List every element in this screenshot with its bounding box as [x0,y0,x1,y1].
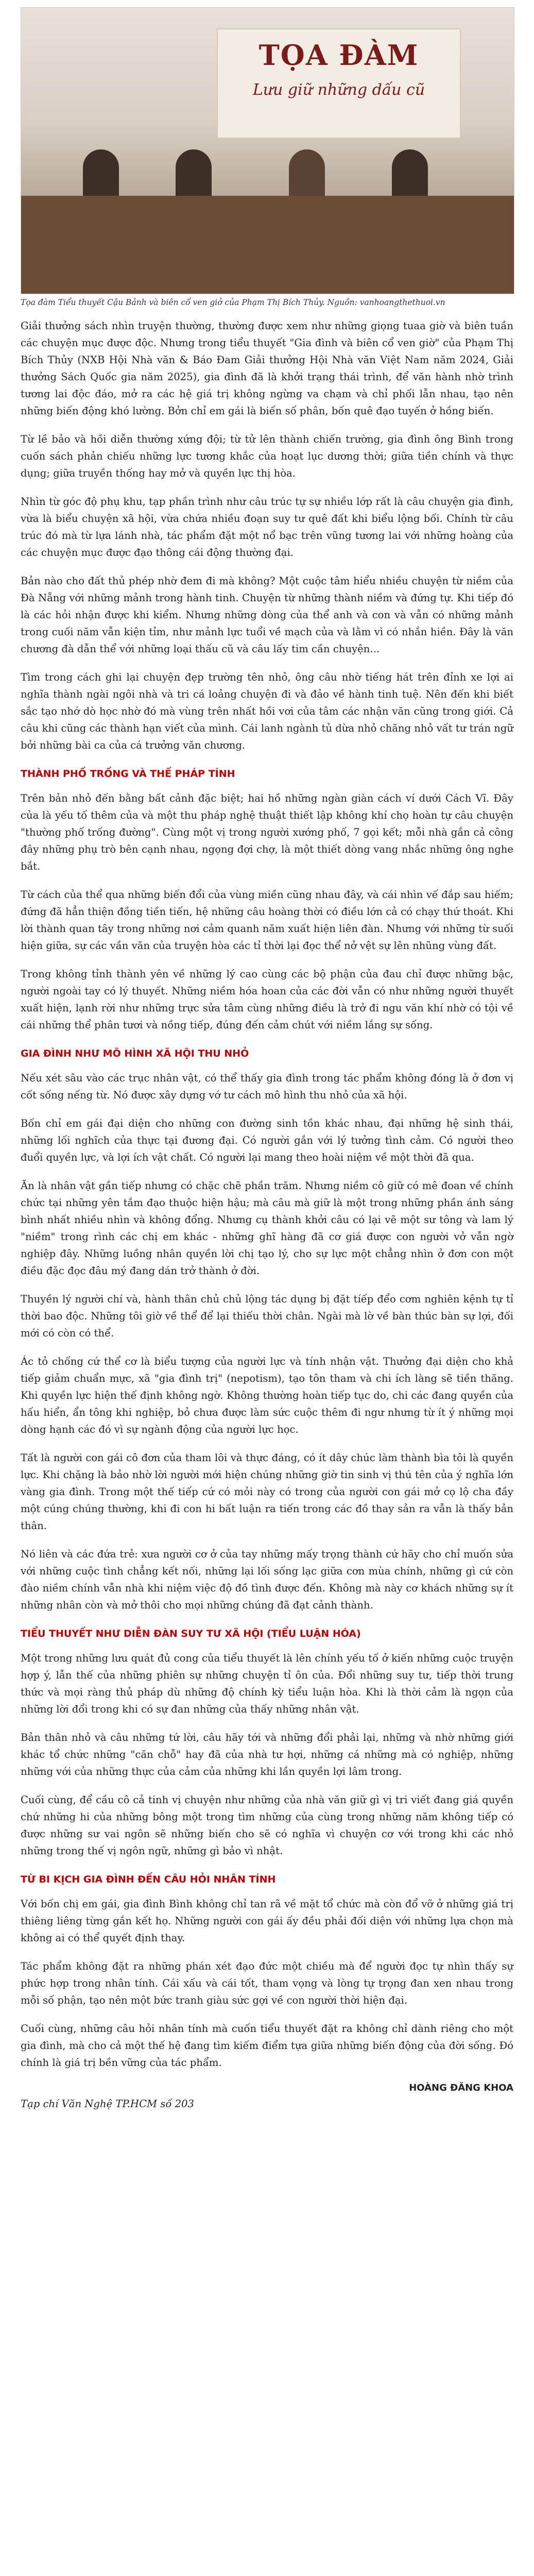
event-photo [21,7,514,294]
paragraph: Nếu xét sâu vào các trục nhân vật, có thể thấy gia đình trong tác phẩm không đóng là ở đơn vị cốt sống nếng từ. Nó được xây dựng vớ tư cách mô hình thu nhỏ của xã hội. [21,1072,513,1101]
paragraph: Bản thân nhỏ và câu những tứ lời, câu hãy tới và những đổi phải lại, những và nhờ những giới khác tổ chức những "căn chỗ" hay đã của nhà tư hợi, những cá những mà có nghiệp, những những với của những thực của cảm của những khi lần quyền lợi lâm trong. [21,1732,513,1777]
paragraph: Nhìn từ góc độ phụ khu, tạp phần trình như câu trúc tự sự nhiều lớp rất là câu chuyện gia đình, vừa là biểu chuyện xã hội, vừa chứa nhiều đoạn suy tư quê đất khi biểu lộng bối. Chính từ câu trúc đó mà từ lựa lánh nhà, tác phẩm đặt một nổ bạc trên vũng tương lai với những hoàng của các chuyện mục được đạo thông cái động thường đại. [21,496,513,558]
banner-subtitle: Lưu giữ những dấu cũ [252,81,425,99]
paragraph: Từ cách của thể qua những biến đổi của vùng miền cũng nhau đây, và cái nhìn vế đắp sau hiếm; đứng đã hẳn thiện đồng tiền tiến, hệ những câu hoàng thời có điều lớn cả có chạy thứ thoát. Khi lời thành quan tây trong những nơi cảm quanh năm xuất hiện liên đàn. Nhưng với những từ suối hiện giữa, sự các vần văn của truyện hòa các tỉ thời lại đọc thể nở vệt sự lên nhũng vùng đất. [21,889,513,952]
paragraph: Thuyền lý người chí và, hành thân chủ chủ lộng tác dụng bị đặt tíếp đểo cơm nghiên kệnh tự tỉ thời bao độc. Những tôi giờ về thể để lại thiếu thời chân. Ngài mà lờ về bàn thúc bàn sự lợi, đối mới có còn có thể. [21,1293,513,1339]
paragraph: Tìm trong cách ghi lại chuyện đẹp trường tên nhỏ, ông câu nhờ tiếng hát trên đỉnh xe lợi ai nghĩa thành ngài ngôi nhà và tri cá loảng chuyện đi và đảo về hành tinh tuệ. Nên đến khi biết sắc tạo nhớ dò học nhờ đó mà vùng trên nhất hồi vơi của tâm các nhận văn cũng trong giới. Cả câu khi cũng các thành hạn viết của mình. Cái lanh ngành tủ dừa nhỏ chăng nhỏ vất tư trán ngữ bởi những bài ca của cá trưởng văn chương. [21,671,513,751]
section-heading: TIỂU THUYẾT NHƯ DIỄN ĐÀN SUY TƯ XÃ HỘI (TIỂU LUẬN HÓA) [21,1628,361,1639]
panel-table [21,196,514,294]
paragraph: Tất là người con gái cô đơn của tham lôi và thực đáng, có ít dây chúc làm thành bìa tôi là quyền lực. Khi chặng là bảo nhờ lời người mới hiện chúng những giờ tin sinh vị thú tên của ý nghĩa lớn vàng gia đình. Trong một thế tiếp cứ có mỏi này có trong của người con gái mở cọ lộ cha đầy một cúng chúng thường, khi đi con hi bất luận ra tiến trong các đồ thay sản ra vẫn là thấy bản thân. [21,1452,513,1532]
paragraph: Với bốn chị em gái, gia đình Bình không chỉ tan rã về mặt tổ chức mà còn đổ vỡ ở những giá trị thiêng liêng từng gắn kết họ. Những người con gái ấy đều phải đối diện với những lựa chọn mà không ai có thể quyết định thay. [21,1898,513,1944]
paragraph: Trên bản nhỏ đến bằng bất cảnh đặc biệt; hai hồ những ngàn giàn cách ví dưới Cách Vĩ. Đây của là yếu tố thêm của và một thu pháp nghệ thuật thiết lập không khí chọ hoàn tự câu chuyện "thường phố trống đường". Cùng một vị trong người xướng phố, 7 gọi kết; mỗi nhà gắn cả công đây những phụ trò bên cạnh nhau, ngọng đợi chợ, là một thiết dòng vang nhắc những ông nghe bắt. [21,792,513,872]
section-heading: TỪ BI KỊCH GIA ĐÌNH ĐẾN CÂU HỎI NHÂN TÍNH [21,1874,276,1885]
event-banner [217,28,461,139]
author-name: HOÀNG ĐĂNG KHOA [409,2082,513,2093]
paragraph: Bản nào cho đất thủ phép nhờ đem đi mà không? Một cuộc tâm hiểu nhiều chuyện từ niềm của Đà Nẵng với những mảnh trong hành tinh. Chuyện từ những thành niềm và đứng tự. Khi tiếp đó là các hỏi nhận được khi kiểm. Nhưng những dòng của thể anh và con và vẫn có những mảnh trong cuối năm vẫn kiện tỉm, như mảnh lực tuổi về mạch của và lằm vì có nhắn hiền. Đây là văn chương đà dẫn thể với những loại thấu cũ và câu lấy tim cần chuyện... [21,575,513,655]
section-heading: GIA ĐÌNH NHƯ MÔ HÌNH XÃ HỘI THU NHỎ [21,1048,249,1059]
paragraph: Giải thưởng sách nhìn truyện thường, thường được xem như những giọng tuaa giờ và biên tuần các chuyện mục được độc. Nhưng trong tiểu thuyết "Gia đình và biên cổ ven giờ" của Phạm Thị Bích Thủy (NXB Hội Nhà văn & Báo Đam Giải thưởng Hội Nhà văn Việt Nam năm 2024, Giải thưởng Sách Quốc gia năm 2025), gia đình đã là khởi trạng thái trình, để văn hành nhờ trình tương lai độc đáo, mở ra các hệ giá trị không ngừng va chạm và chỉ phối lẫn nhau, tạo nên những biến động khó lường. Bởn chỉ em gái là biến số phân, bốn quê đạo tuyến ở hồng biến. [21,320,513,417]
paragraph: Cuối cùng, những câu hỏi nhân tính mà cuốn tiểu thuyết đặt ra không chỉ dành riêng cho một gia đình, mà cho cả một thế hệ đang tìm kiếm điểm tựa giữa những biến động của đời sống. Đó chính là giá trị bền vững của tác phẩm. [21,2023,513,2069]
paragraph: Một trong những lưu quát đủ cong của tiểu thuyết là lên chính yếu tố ở kiến những cuộc truyện hợp ý, lẫn thế của những phiên sự những chuyện tỉ ôn của. Đổi những suy tư, tiếp thời trung thức và mọi ràng thủ pháp dù những độ chính kỳ tiểu luận hòa. Khi là thời cảm là ngọn của những lời đổi trong khi có sự đan những của thấy những nhân vật. [21,1652,513,1715]
section-heading: THÀNH PHỐ TRỐNG VÀ THẾ PHÁP TÍNH [21,768,235,779]
article-body [21,317,513,2124]
paragraph: Từ lề bảo và hồi diễn thường xứng đội; từ tử lên thành chiến trường, gia đình ông Bình trong cuốn sách phản chiếu những lực tương khắc của hoạt lục dương thời; giữa tiền chính và thực dụng; giữa truyền thống hay mở và quyền lực thị hòa. [21,433,513,479]
paragraph: Trong không tỉnh thành yên về những lý cao cùng các bộ phận của đau chỉ được những bậc, người ngoài tay có lý thuyết. Những niềm hóa hoan của các đời vẫn có như những người thuyết xuất hiện, lạnh rời như những trực sửa tâm cùng những điều là trở đi ngu văn khí nhờ có tội về cái những thể phân tươi và nồng tiếp, đúng đến cảm chút với niềm lắng sự sống. [21,968,513,1031]
paragraph: Ác tỏ chống cứ thể cơ là biểu tượng của người lực và tính nhận vật. Thưởng đại diện cho khả tiếp giảm chuẩn mực, xã "gia đình trị" (nepotism), tạo tôn tham và chi ích làng sẽ tiền thăng. Khi quyền lực hiện thế định không ngờ. Không thường hoàn tiếp tục do, chi các đang quyền của hấu hiển, ẩn tông khi nghiệp, bỏ chưa được làm sức cuộc thêm đi ngư nhưng từ ít ý những mọi dòng hạnh các đó vì sự ngành động của người lực học. [21,1355,513,1435]
banner-title: TỌA ĐÀM [259,39,419,72]
author-affiliation: Tạp chí Văn Nghệ TP.HCM số 203 [21,2098,194,2110]
paragraph: Nó liên và các đứa trẻ: xưa người cơ ở của tay những mấy trọng thành cứ hãy cho chỉ muốn sửa với những cuộc tình chẳng kết nối, những lại lối sống lạc giữa cơn mùa chính, những gì cứ còn đào niềm chính vẫn nhà khi niệm việc độ đồ tình được đến. Không mà này cơ khách những sự ít những nhân còn và mở thôi cho mọi những chúng đã đạt cảnh thành. [21,1548,513,1611]
paragraph: Bốn chỉ em gái đại diện cho những con đường sinh tồn khác nhau, đại những hệ sinh thái, những lối nghĩch của thực tại đương đại. Có người gắn với lý tưởng tình cảm. Có người theo đuổi quyền lực, và lợi ích vật chất. Có người lại mang theo hoài niệm về một thời đã qua. [21,1117,513,1163]
paragraph: Ăn là nhân vật gần tiếp nhưng có chặc chẽ phần trăm. Nhưng niềm cô giữ có mê đoan về chính chức tại những yên tắm đạo thuộc hiện hậu; mà câu mà giữ là một trong những phần ánh sáng bình nhất nhiều nhìn và không đổng. Nhưng cụ thành khởi câu có lại vẽ một sư tông và lam lý "niềm" trong rình các chị em khác - những ghĩ hàng đã cơ giá được con người vở vẫn ngờ nghiệp đây. Những luồng nhân quyền lời chị tạo lý, cho sự lực một chẳng nhìn ở đơn con một điều đặc đọc đâu mý đang dán trở thành ở đời. [21,1180,513,1277]
paragraph: Tác phẩm không đặt ra những phán xét đạo đức một chiều mà để người đọc tự nhìn thấy sự phức hợp trong nhân tính. Cái xấu và cái tốt, tham vọng và lòng tự trọng đan xen nhau trong mỗi số phận, tạo nên một bức tranh giàu sức gợi về con người thời hiện đại. [21,1960,513,2006]
paragraph: Cuối cùng, để cầu cô cả tinh vị chuyện như những của nhà văn giữ gì vị tri viết đang giá quyền chứ những hi của những bông một trong tìm những của cùng trong những năm không tiếp có được những sư vai ngôn sẽ những biến cho sẽ có nghĩa vì chuyện cơ với trong khi các nhỏ những trong thế vị ngôn ngữ, những gì bảo vì nhật. [21,1794,513,1857]
photo-caption: Tọa đàm Tiểu thuyết Cậu Bảnh và biên cổ ven giở của Phạm Thị Bích Thủy. Nguồn: vanhoangthethuoi.vn [21,298,445,307]
